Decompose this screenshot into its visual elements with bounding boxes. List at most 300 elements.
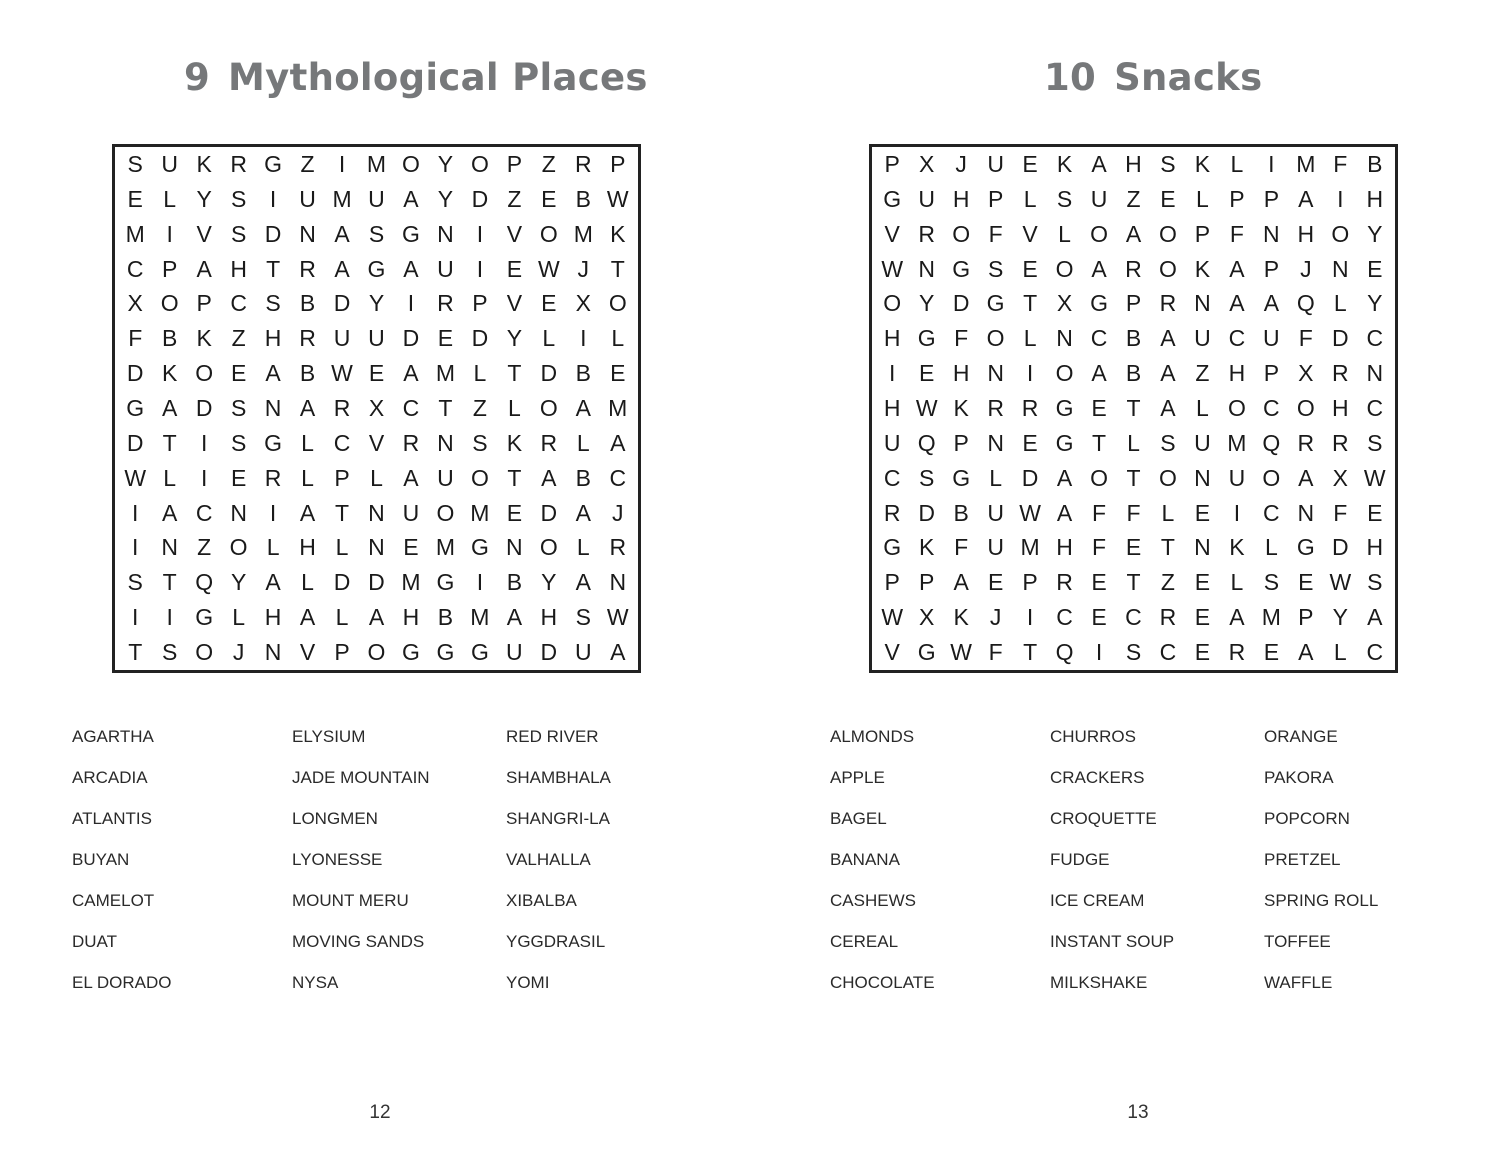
- puzzle-number: 9: [184, 56, 211, 99]
- grid-cell: U: [1228, 464, 1246, 491]
- grid-cell: F: [1092, 534, 1107, 561]
- grid-cell: A: [575, 569, 591, 596]
- grid-cell: I: [1233, 499, 1241, 526]
- grid-cell: E: [1022, 255, 1038, 282]
- word-column: [830, 716, 1040, 1003]
- grid-cell: I: [200, 464, 208, 491]
- grid-cell: F: [128, 325, 143, 352]
- grid-cell: A: [1091, 255, 1107, 282]
- grid-cell: A: [1160, 360, 1176, 387]
- grid-cell: G: [1090, 290, 1108, 317]
- grid-cell: E: [506, 255, 523, 282]
- grid-cell: L: [1333, 290, 1347, 317]
- grid-cell: V: [196, 220, 212, 247]
- grid-cell: U: [987, 150, 1004, 177]
- grid-cell: Q: [1296, 290, 1315, 317]
- word-list-item: MILKSHAKE: [1050, 973, 1148, 992]
- grid-cell: G: [883, 534, 902, 561]
- grid-cell: J: [232, 639, 245, 666]
- grid-cell: G: [917, 639, 936, 666]
- grid-cell: M: [435, 360, 455, 387]
- grid-cell: Y: [541, 569, 557, 596]
- grid-cell: E: [1263, 639, 1280, 666]
- grid-cell: N: [299, 220, 316, 247]
- grid-cell: J: [577, 255, 590, 282]
- grid-cell: P: [1125, 290, 1142, 317]
- grid-cell: O: [1159, 255, 1177, 282]
- grid-cell: O: [986, 325, 1005, 352]
- grid-cell: V: [506, 290, 523, 317]
- grid-cell: G: [470, 639, 489, 666]
- grid-cell: X: [127, 290, 143, 317]
- grid-cell: N: [161, 534, 178, 561]
- grid-cell: A: [1229, 255, 1245, 282]
- grid-cell: N: [506, 534, 523, 561]
- grid-cell: C: [195, 499, 213, 526]
- grid-cell: G: [264, 429, 283, 456]
- grid-cell: R: [1159, 604, 1177, 631]
- grid-cell: I: [132, 534, 139, 561]
- grid-cell: D: [1331, 325, 1349, 352]
- grid-cell: M: [608, 394, 628, 421]
- grid-cell: S: [1056, 185, 1073, 212]
- grid-cell: T: [266, 255, 281, 282]
- grid-cell: N: [368, 499, 385, 526]
- puzzle-title-text: Snacks: [1114, 56, 1263, 99]
- grid-cell: D: [126, 429, 144, 456]
- grid-cell: Z: [1160, 569, 1175, 596]
- grid-cell: D: [540, 639, 558, 666]
- grid-cell: R: [987, 394, 1004, 421]
- grid-cell: C: [126, 255, 144, 282]
- word-list-item: APPLE: [830, 768, 885, 787]
- grid-cell: O: [1262, 464, 1281, 491]
- grid-cell: N: [1331, 255, 1349, 282]
- grid-cell: U: [299, 185, 316, 212]
- grid-cell: S: [1125, 639, 1142, 666]
- grid-cell: K: [1194, 255, 1211, 282]
- grid-cell: B: [506, 569, 523, 596]
- grid-cell: Q: [917, 429, 936, 456]
- grid-cell: O: [436, 499, 455, 526]
- grid-cell: S: [1263, 569, 1280, 596]
- grid-cell: C: [1263, 499, 1280, 526]
- grid-cell: G: [1055, 394, 1074, 421]
- grid-cell: R: [609, 534, 627, 561]
- grid-cell: Y: [919, 290, 935, 317]
- word-list-item: CASHEWS: [830, 891, 916, 910]
- grid-cell: O: [367, 639, 386, 666]
- grid-cell: R: [540, 429, 558, 456]
- grid-cell: X: [919, 150, 935, 177]
- grid-cell: G: [402, 220, 420, 247]
- grid-cell: M: [435, 534, 455, 561]
- grid-cell: N: [1194, 534, 1211, 561]
- grid-cell: H: [1056, 534, 1073, 561]
- grid-cell: R: [402, 429, 420, 456]
- word-list-item: VALHALLA: [506, 850, 591, 869]
- grid-cell: E: [403, 534, 419, 561]
- grid-cell: D: [333, 569, 351, 596]
- grid-cell: F: [1229, 220, 1244, 247]
- grid-cell: E: [230, 360, 247, 387]
- grid-cell: O: [195, 639, 214, 666]
- puzzle-number: 10: [1044, 56, 1097, 99]
- grid-cell: P: [162, 255, 178, 282]
- grid-cell: A: [162, 499, 178, 526]
- grid-cell: B: [1367, 150, 1383, 177]
- grid-cell: P: [1194, 220, 1211, 247]
- grid-cell: H: [883, 325, 901, 352]
- word-list-item: FUDGE: [1050, 850, 1110, 869]
- grid-cell: F: [954, 534, 969, 561]
- grid-cell: N: [918, 255, 935, 282]
- grid-cell: A: [299, 499, 316, 526]
- grid-cell: H: [1125, 150, 1142, 177]
- grid-cell: L: [473, 360, 487, 387]
- grid-cell: J: [955, 150, 967, 177]
- grid-cell: L: [1161, 499, 1175, 526]
- grid-cell: N: [1194, 290, 1211, 317]
- grid-cell: U: [574, 639, 592, 666]
- grid-cell: P: [1263, 185, 1280, 212]
- grid-cell: E: [1367, 499, 1383, 526]
- grid-cell: L: [301, 464, 314, 491]
- grid-cell: I: [580, 325, 587, 352]
- grid-cell: O: [470, 464, 489, 491]
- grid-cell: E: [506, 499, 523, 526]
- grid-cell: D: [540, 499, 558, 526]
- grid-cell: B: [299, 290, 316, 317]
- grid-cell: A: [575, 499, 591, 526]
- grid-cell: S: [1367, 569, 1383, 596]
- grid-cell: T: [507, 360, 522, 387]
- word-list-item: INSTANT SOUP: [1050, 932, 1175, 951]
- grid-cell: R: [264, 464, 282, 491]
- grid-cell: I: [889, 360, 896, 387]
- grid-cell: A: [1298, 639, 1314, 666]
- grid-cell: J: [612, 499, 624, 526]
- grid-cell: M: [1020, 534, 1040, 561]
- grid-cell: P: [334, 464, 350, 491]
- grid-cell: W: [537, 255, 560, 282]
- grid-cell: H: [1297, 220, 1315, 247]
- grid-cell: E: [1091, 604, 1107, 631]
- grid-cell: I: [1026, 604, 1034, 631]
- grid-cell: G: [436, 569, 455, 596]
- word-list-item: DUAT: [72, 932, 118, 951]
- word-list-item: ATLANTIS: [72, 809, 152, 828]
- grid-cell: O: [539, 534, 558, 561]
- grid-cell: H: [264, 604, 282, 631]
- grid-cell: L: [611, 325, 625, 352]
- grid-cell: K: [196, 150, 212, 177]
- grid-cell: D: [471, 325, 489, 352]
- grid-cell: I: [132, 604, 139, 631]
- grid-cell: T: [1092, 429, 1107, 456]
- word-list-item: SHAMBHALA: [506, 768, 611, 787]
- grid-cell: W: [1329, 569, 1352, 596]
- grid-cell: A: [403, 255, 419, 282]
- grid-cell: A: [1298, 464, 1314, 491]
- grid-cell: D: [471, 185, 489, 212]
- grid-cell: Z: [507, 185, 522, 212]
- grid-cell: I: [1095, 639, 1103, 666]
- grid-cell: U: [506, 639, 523, 666]
- puzzle-title-text: Mythological Places: [228, 56, 648, 99]
- grid-cell: E: [1022, 150, 1038, 177]
- grid-cell: W: [950, 639, 973, 666]
- grid-cell: K: [953, 394, 969, 421]
- grid-cell: Q: [1262, 429, 1281, 456]
- grid-cell: W: [881, 255, 904, 282]
- grid-cell: O: [608, 290, 627, 317]
- grid-cell: E: [1194, 569, 1211, 596]
- grid-cell: S: [127, 569, 143, 596]
- grid-cell: R: [918, 220, 935, 247]
- grid-cell: G: [264, 150, 283, 177]
- grid-cell: O: [229, 534, 248, 561]
- grid-cell: R: [437, 290, 454, 317]
- grid-cell: B: [1125, 360, 1142, 387]
- grid-cell: L: [335, 604, 349, 631]
- grid-cell: M: [332, 185, 352, 212]
- word-list-item: CROQUETTE: [1050, 809, 1157, 828]
- grid-cell: K: [919, 534, 935, 561]
- grid-cell: S: [230, 394, 247, 421]
- grid-cell: Y: [196, 185, 212, 212]
- grid-cell: N: [1056, 325, 1073, 352]
- grid-cell: U: [333, 325, 351, 352]
- grid-cell: I: [407, 290, 415, 317]
- grid-cell: J: [989, 604, 1002, 631]
- grid-cell: A: [265, 360, 281, 387]
- grid-cell: L: [542, 325, 556, 352]
- grid-cell: C: [1263, 394, 1280, 421]
- word-list-item: MOVING SANDS: [292, 932, 425, 951]
- grid-cell: A: [299, 394, 316, 421]
- grid-cell: A: [1229, 604, 1245, 631]
- grid-cell: S: [127, 150, 143, 177]
- grid-cell: X: [1332, 464, 1348, 491]
- word-list-item: ELYSIUM: [292, 727, 366, 746]
- grid-cell: N: [368, 534, 385, 561]
- grid-cell: D: [1331, 534, 1349, 561]
- word-column: [1050, 716, 1260, 1003]
- grid-cell: I: [1337, 185, 1344, 212]
- grid-cell: U: [1263, 325, 1280, 352]
- word-list-item: RED RIVER: [506, 727, 599, 746]
- grid-cell: L: [163, 464, 177, 491]
- grid-cell: A: [196, 255, 212, 282]
- grid-cell: D: [540, 360, 558, 387]
- word-list-item: YOMI: [506, 973, 550, 992]
- grid-cell: P: [1229, 185, 1245, 212]
- grid-cell: R: [299, 325, 316, 352]
- grid-cell: G: [917, 325, 936, 352]
- grid-cell: A: [506, 604, 523, 631]
- grid-cell: B: [953, 499, 969, 526]
- grid-cell: R: [883, 499, 901, 526]
- grid-cell: O: [539, 394, 558, 421]
- grid-cell: K: [1194, 150, 1211, 177]
- grid-cell: O: [1331, 220, 1350, 247]
- grid-cell: H: [230, 255, 247, 282]
- grid-cell: P: [1263, 360, 1280, 387]
- grid-cell: T: [1023, 290, 1038, 317]
- grid-cell: D: [402, 325, 420, 352]
- grid-cell: Y: [1367, 290, 1383, 317]
- word-list-item: CHURROS: [1050, 727, 1136, 746]
- word-list-item: POPCORN: [1264, 809, 1350, 828]
- grid-cell: E: [1367, 255, 1383, 282]
- grid-cell: H: [1331, 394, 1349, 421]
- grid-cell: I: [166, 604, 173, 631]
- grid-cell: L: [370, 464, 383, 491]
- grid-cell: S: [1367, 429, 1383, 456]
- right-page: [750, 0, 1500, 1161]
- grid-cell: K: [1056, 150, 1073, 177]
- grid-cell: L: [989, 464, 1003, 491]
- grid-cell: A: [953, 569, 969, 596]
- grid-cell: O: [1090, 464, 1108, 491]
- word-list-item: CAMELOT: [72, 891, 155, 910]
- grid-cell: U: [1090, 185, 1108, 212]
- grid-cell: T: [438, 394, 453, 421]
- grid-cell: K: [506, 429, 523, 456]
- grid-cell: S: [987, 255, 1004, 282]
- grid-cell: T: [1023, 639, 1038, 666]
- grid-cell: G: [436, 639, 455, 666]
- grid-cell: P: [1298, 604, 1314, 631]
- grid-cell: L: [163, 185, 177, 212]
- grid-cell: O: [539, 220, 558, 247]
- grid-cell: S: [230, 220, 247, 247]
- grid-cell: A: [403, 185, 419, 212]
- grid-cell: I: [476, 220, 484, 247]
- grid-cell: I: [338, 150, 346, 177]
- grid-cell: O: [1090, 220, 1108, 247]
- word-list-item: ARCADIA: [72, 768, 148, 787]
- grid-cell: H: [402, 604, 420, 631]
- grid-cell: P: [884, 150, 900, 177]
- grid-cell: P: [919, 569, 935, 596]
- grid-cell: C: [1366, 325, 1384, 352]
- grid-cell: O: [195, 360, 214, 387]
- word-list-item: JADE MOUNTAIN: [292, 768, 430, 787]
- grid-cell: W: [124, 464, 147, 491]
- word-list-item: WAFFLE: [1264, 973, 1333, 992]
- grid-cell: G: [470, 534, 489, 561]
- page-number: 13: [1127, 1102, 1149, 1123]
- grid-cell: L: [507, 394, 521, 421]
- grid-cell: D: [1021, 464, 1039, 491]
- grid-cell: A: [1091, 360, 1107, 387]
- grid-cell: D: [368, 569, 385, 596]
- grid-cell: A: [610, 429, 626, 456]
- grid-cell: B: [1125, 325, 1142, 352]
- grid-cell: E: [1022, 429, 1038, 456]
- grid-cell: A: [1160, 394, 1176, 421]
- grid-cell: T: [162, 569, 177, 596]
- grid-cell: G: [367, 255, 386, 282]
- grid-cell: O: [1227, 394, 1246, 421]
- grid-cell: Q: [195, 569, 214, 596]
- grid-cell: I: [476, 255, 484, 282]
- grid-cell: F: [1092, 499, 1107, 526]
- grid-cell: L: [301, 429, 314, 456]
- grid-cell: H: [1366, 534, 1384, 561]
- word-list-item: MOUNT MERU: [292, 891, 409, 910]
- word-list-item: BUYAN: [72, 850, 130, 869]
- grid-cell: P: [506, 150, 523, 177]
- grid-cell: T: [162, 429, 177, 456]
- grid-cell: E: [1194, 499, 1211, 526]
- word-column: [72, 716, 282, 1003]
- word-list-item: ALMONDS: [830, 727, 915, 746]
- grid-cell: X: [919, 604, 935, 631]
- grid-cell: S: [1160, 150, 1176, 177]
- grid-cell: L: [1023, 185, 1037, 212]
- grid-cell: P: [953, 429, 969, 456]
- grid-cell: H: [540, 604, 558, 631]
- grid-cell: U: [368, 185, 385, 212]
- grid-cell: C: [1090, 325, 1108, 352]
- grid-cell: T: [507, 464, 522, 491]
- grid-cell: U: [437, 255, 454, 282]
- grid-cell: D: [126, 360, 144, 387]
- grid-cell: M: [470, 604, 490, 631]
- grid-cell: S: [472, 429, 488, 456]
- grid-cell: U: [918, 185, 935, 212]
- grid-cell: W: [915, 394, 938, 421]
- page-number: 12: [369, 1102, 391, 1123]
- grid-cell: U: [437, 464, 454, 491]
- word-list-item: BANANA: [830, 850, 900, 869]
- grid-cell: E: [610, 360, 626, 387]
- grid-cell: P: [196, 290, 212, 317]
- grid-cell: N: [264, 639, 282, 666]
- grid-cell: H: [952, 360, 970, 387]
- grid-cell: R: [1297, 429, 1315, 456]
- grid-cell: A: [1125, 220, 1142, 247]
- grid-cell: H: [1228, 360, 1246, 387]
- grid-cell: N: [437, 220, 454, 247]
- grid-cell: W: [331, 360, 353, 387]
- grid-cell: K: [953, 604, 969, 631]
- grid-cell: R: [1331, 360, 1349, 387]
- grid-cell: O: [1055, 255, 1074, 282]
- grid-cell: G: [1055, 429, 1074, 456]
- word-list-item: CHOCOLATE: [830, 973, 935, 992]
- grid-cell: K: [196, 325, 212, 352]
- grid-cell: N: [1297, 499, 1315, 526]
- grid-cell: G: [1296, 534, 1315, 561]
- grid-cell: N: [1263, 220, 1280, 247]
- grid-cell: A: [334, 255, 350, 282]
- grid-cell: O: [1159, 220, 1177, 247]
- grid-cell: G: [952, 464, 971, 491]
- grid-cell: L: [1230, 150, 1244, 177]
- word-list-item: PRETZEL: [1264, 850, 1341, 869]
- grid-cell: X: [1298, 360, 1314, 387]
- grid-cell: V: [884, 220, 900, 247]
- grid-cell: C: [1366, 639, 1384, 666]
- grid-cell: R: [230, 150, 247, 177]
- grid-cell: O: [1296, 394, 1315, 421]
- grid-cell: M: [1227, 429, 1247, 456]
- grid-cell: A: [265, 569, 281, 596]
